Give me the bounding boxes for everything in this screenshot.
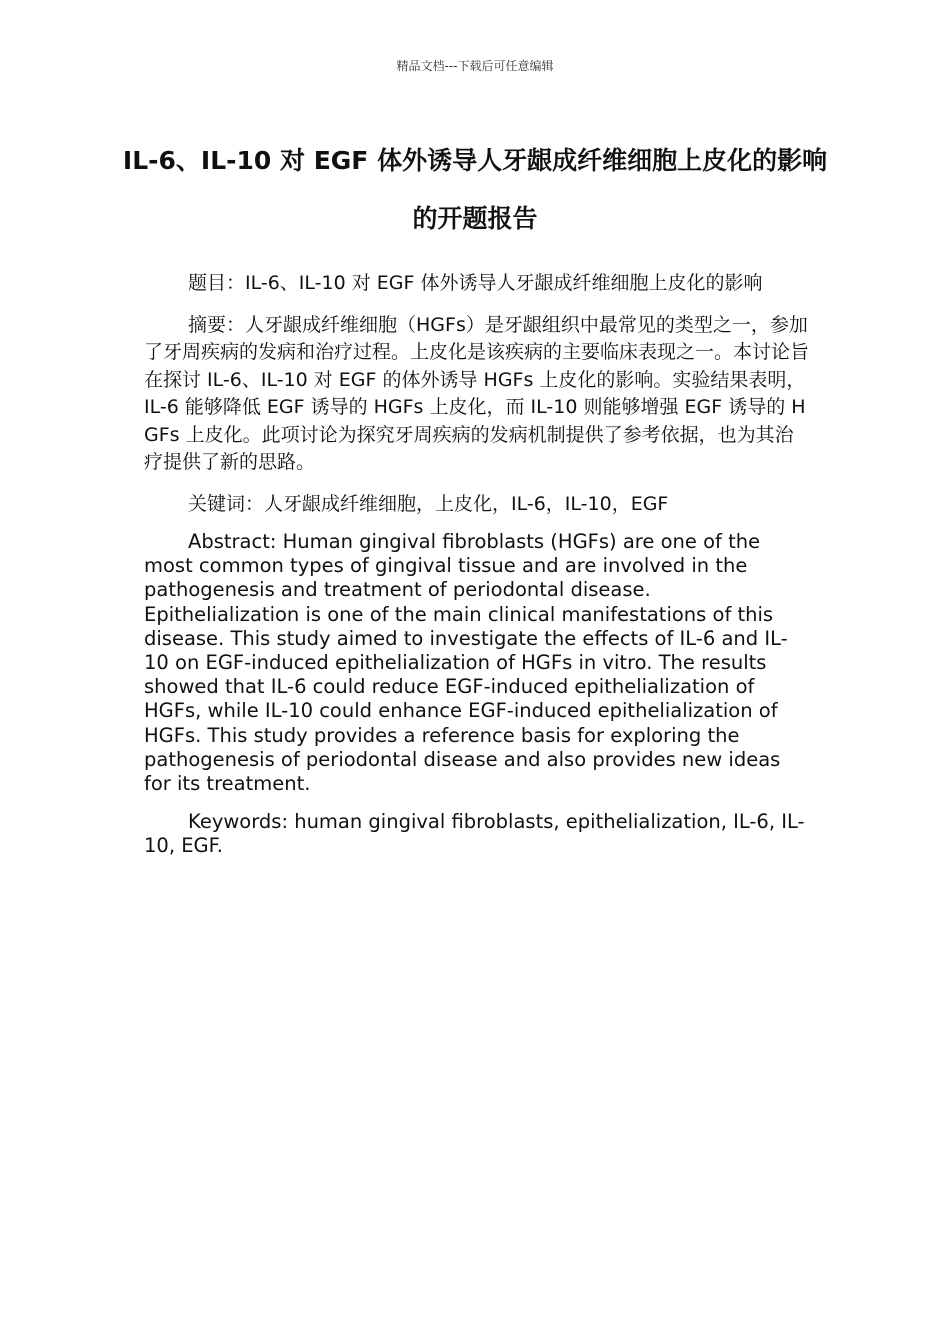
keywords-en-paragraph: Keywords: human gingival fibroblasts, epithelialization, IL-6, IL-10, EGF. [144,810,805,858]
abstract-en-paragraph: Abstract: Human gingival fibroblasts (HGFs) are one of the most common types of gingival tissue and are involved in the pathogenesis and treatment of periodontal disease. Epithelialization is one of the main clinical manifestations of this disease. This study aimed to investigate the effects of IL-6 and IL-10 on EGF-induced epithelialization of HGFs in vitro. The results showed that IL-6 could reduce EGF-induced epithelialization of HGFs, while IL-10 could enhance EGF-induced epithelialization of HGFs. This study provides a reference basis for exploring the pathogenesis of periodontal disease and also provides new ideas for its treatment. [144,530,788,796]
document-title: IL-6、IL-10 对 EGF 体外诱导人牙龈成纤维细胞上皮化的影响的开题报告 [122,146,828,233]
abstract-cn-paragraph: 摘要：人牙龈成纤维细胞（HGFs）是牙龈组织中最常见的类型之一，参加了牙周疾病的发病和治疗过程。上皮化是该疾病的主要临床表现之一。本讨论旨在探讨 IL-6、IL-10 对 EGF 的体外诱导 HGFs 上皮化的影响。实验结果表明，IL-6 能够降低 EGF 诱导的 HGFs 上皮化，而 IL-10 则能够增强 EGF 诱导的 HGFs 上皮化。此项讨论为探究牙周疾病的发病机制提供了参考依据，也为其治疗提供了新的思路。 [144,313,810,473]
page-header: 精品文档---下载后可任意编辑 [396,59,554,73]
document-body [144,270,810,873]
keywords-cn-paragraph: 关键词：人牙龈成纤维细胞，上皮化，IL-6，IL-10，EGF [188,492,669,515]
topic-paragraph: 题目：IL-6、IL-10 对 EGF 体外诱导人牙龈成纤维细胞上皮化的影响 [188,272,763,294]
